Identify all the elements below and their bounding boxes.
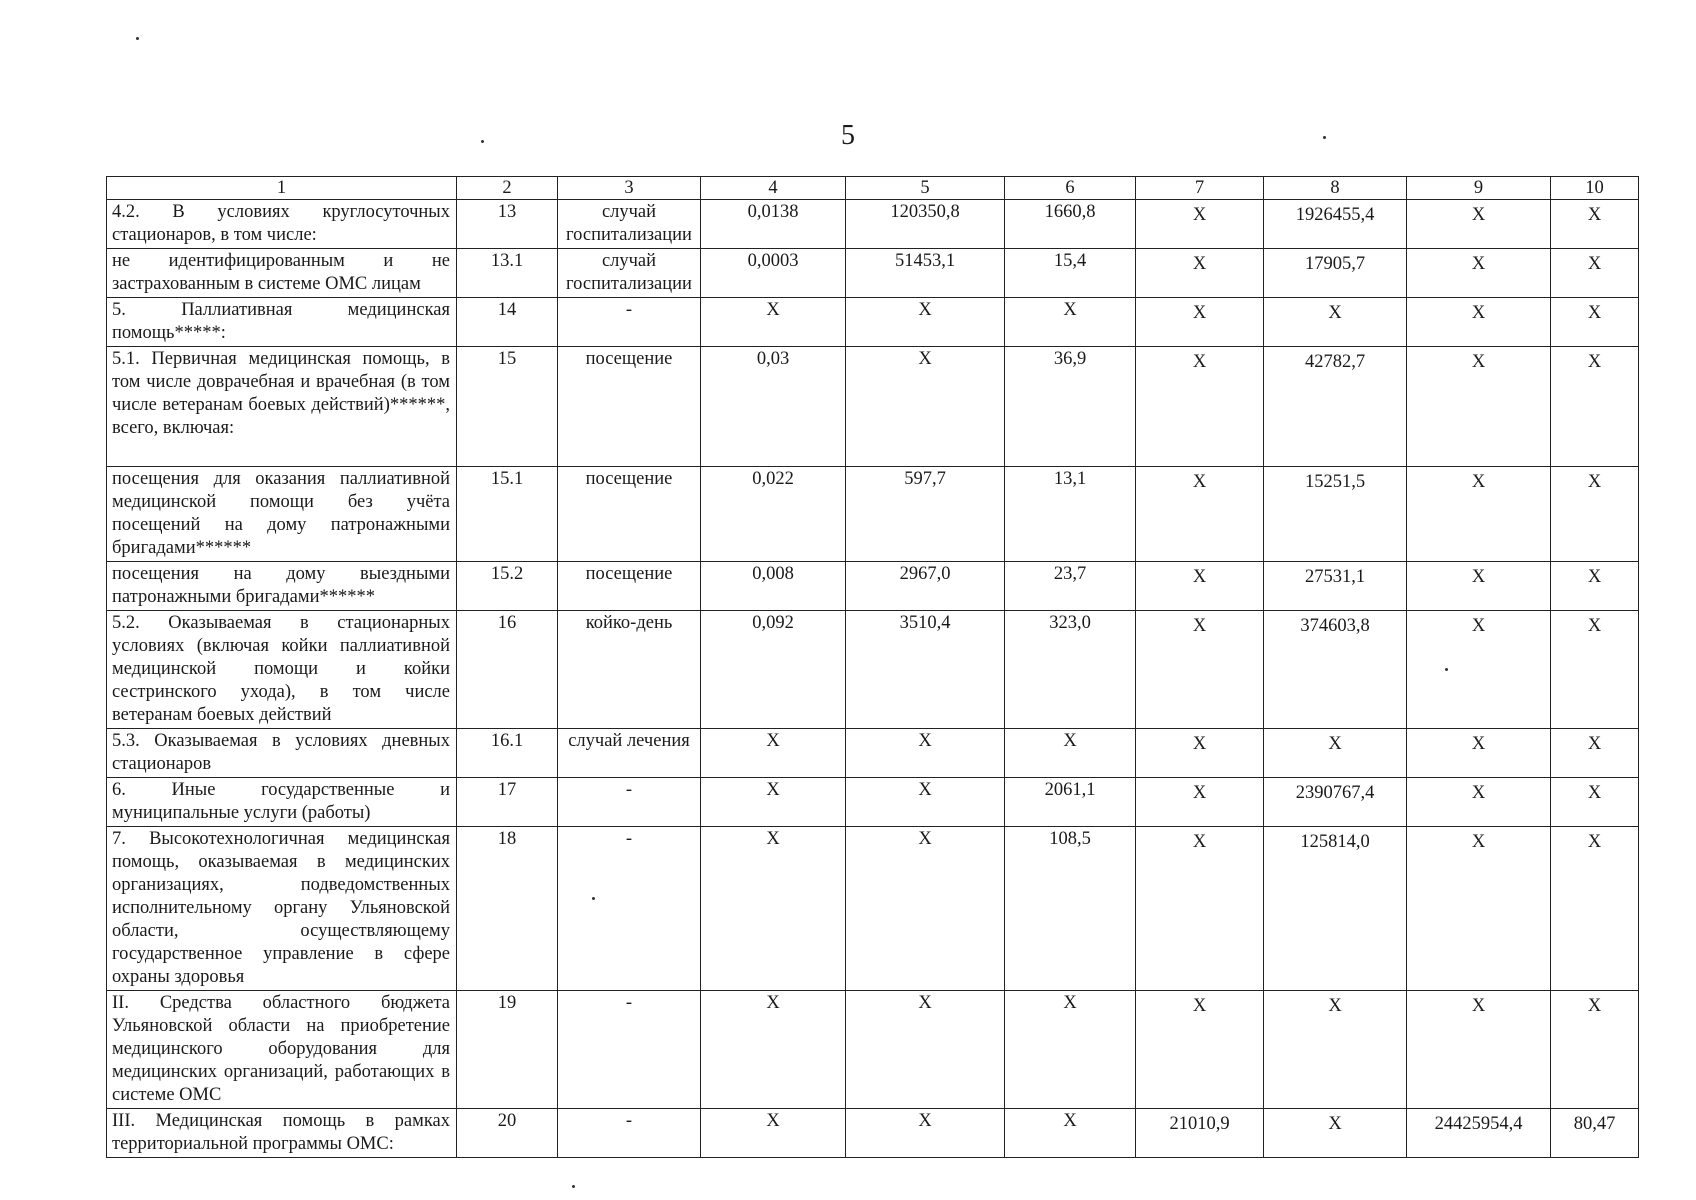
table-cell-col-6: 2061,1 [1005, 778, 1136, 827]
table-cell-col-3: - [558, 827, 701, 991]
table-cell-col-1: II. Средства областного бюджета Ульяновской области на приобретение медицинского оборудования для медицинских организаций, работающих в системе ОМС [107, 991, 457, 1109]
table-cell-col-6: Х [1005, 991, 1136, 1109]
table-cell-col-5: Х [846, 1109, 1005, 1158]
table-cell-col-10: Х [1551, 298, 1639, 347]
table-cell-col-6: Х [1005, 729, 1136, 778]
table-cell-col-9: Х [1407, 991, 1551, 1109]
scan-speck [572, 1185, 575, 1188]
table-cell-col-10: Х [1551, 249, 1639, 298]
table-cell-col-5: Х [846, 991, 1005, 1109]
table-cell-col-3: - [558, 1109, 701, 1158]
table-cell-col-8: Х [1264, 298, 1407, 347]
header-cell-8: 8 [1264, 177, 1407, 200]
table-cell-col-2: 15.1 [457, 467, 558, 562]
table-row [107, 1109, 1639, 1158]
table-cell-col-4: Х [701, 827, 846, 991]
header-cell-1: 1 [107, 177, 457, 200]
table-cell-col-9: 24425954,4 [1407, 1109, 1551, 1158]
page-number: 5 [841, 120, 855, 151]
table-cell-col-6: 108,5 [1005, 827, 1136, 991]
table-cell-col-3: посещение [558, 562, 701, 611]
header-cell-5: 5 [846, 177, 1005, 200]
header-cell-2: 2 [457, 177, 558, 200]
table-row [107, 298, 1639, 347]
table-cell-col-10: Х [1551, 562, 1639, 611]
table-cell-col-9: Х [1407, 298, 1551, 347]
table-cell-col-2: 16 [457, 611, 558, 729]
table-cell-col-3: посещение [558, 347, 701, 467]
data-table [106, 176, 1639, 1158]
table-cell-col-6: 1660,8 [1005, 200, 1136, 249]
table-cell-col-7: Х [1136, 298, 1264, 347]
table-cell-col-2: 19 [457, 991, 558, 1109]
table-cell-col-5: 3510,4 [846, 611, 1005, 729]
table-cell-col-2: 14 [457, 298, 558, 347]
table-cell-col-8: Х [1264, 1109, 1407, 1158]
table-cell-col-7: Х [1136, 611, 1264, 729]
header-cell-9: 9 [1407, 177, 1551, 200]
table-cell-col-2: 20 [457, 1109, 558, 1158]
table-cell-col-5: 2967,0 [846, 562, 1005, 611]
table-cell-col-9: Х [1407, 729, 1551, 778]
table-cell-col-10: 80,47 [1551, 1109, 1639, 1158]
table-cell-col-7: Х [1136, 347, 1264, 467]
table-cell-col-9: Х [1407, 562, 1551, 611]
table-cell-col-9: Х [1407, 249, 1551, 298]
table-row [107, 611, 1639, 729]
table-cell-col-9: Х [1407, 827, 1551, 991]
table-cell-col-8: 2390767,4 [1264, 778, 1407, 827]
table-row [107, 347, 1639, 467]
table-cell-col-9: Х [1407, 467, 1551, 562]
table-cell-col-4: Х [701, 778, 846, 827]
table-cell-col-7: 21010,9 [1136, 1109, 1264, 1158]
table-cell-col-8: Х [1264, 991, 1407, 1109]
table-cell-col-7: Х [1136, 467, 1264, 562]
table-cell-col-1: 7. Высокотехнологичная медицинская помощь, оказываемая в медицинских организациях, подведомственных исполнительному органу Ульяновской области, осуществляющему государственное управление в сфере охраны здоровья [107, 827, 457, 991]
table-cell-col-5: Х [846, 827, 1005, 991]
table-cell-col-5: Х [846, 298, 1005, 347]
table-cell-col-4: Х [701, 991, 846, 1109]
table-cell-col-7: Х [1136, 778, 1264, 827]
table-cell-col-8: 125814,0 [1264, 827, 1407, 991]
header-row [107, 177, 1639, 200]
table-cell-col-2: 13.1 [457, 249, 558, 298]
table-cell-col-9: Х [1407, 611, 1551, 729]
table-cell-col-10: Х [1551, 778, 1639, 827]
table-row [107, 200, 1639, 249]
table-cell-col-6: Х [1005, 298, 1136, 347]
table-cell-col-10: Х [1551, 827, 1639, 991]
table-cell-col-10: Х [1551, 200, 1639, 249]
table-cell-col-3: - [558, 298, 701, 347]
table-row [107, 827, 1639, 991]
table-cell-col-8: Х [1264, 729, 1407, 778]
table-cell-col-8: 374603,8 [1264, 611, 1407, 729]
table-cell-col-5: Х [846, 778, 1005, 827]
table-cell-col-6: 323,0 [1005, 611, 1136, 729]
table-cell-col-6: 13,1 [1005, 467, 1136, 562]
table-cell-col-10: Х [1551, 611, 1639, 729]
table-cell-col-7: Х [1136, 562, 1264, 611]
table-cell-col-6: 15,4 [1005, 249, 1136, 298]
table-row [107, 467, 1639, 562]
table-cell-col-4: 0,022 [701, 467, 846, 562]
scan-speck [1445, 668, 1448, 671]
table-cell-col-4: 0,0138 [701, 200, 846, 249]
table-cell-col-1: посещения для оказания паллиативной медицинской помощи без учёта посещений на дому патронажными бригадами****** [107, 467, 457, 562]
header-cell-10: 10 [1551, 177, 1639, 200]
table-cell-col-8: 15251,5 [1264, 467, 1407, 562]
table-row [107, 249, 1639, 298]
table-cell-col-9: Х [1407, 200, 1551, 249]
table-cell-col-1: 4.2. В условиях круглосуточных стационаров, в том числе: [107, 200, 457, 249]
table-cell-col-3: случай госпитализации [558, 200, 701, 249]
table-cell-col-3: посещение [558, 467, 701, 562]
table-cell-col-7: Х [1136, 991, 1264, 1109]
table-cell-col-5: 597,7 [846, 467, 1005, 562]
table-cell-col-1: 6. Иные государственные и муниципальные услуги (работы) [107, 778, 457, 827]
table-cell-col-4: Х [701, 1109, 846, 1158]
scan-speck [136, 37, 139, 40]
table-cell-col-1: посещения на дому выездными патронажными бригадами****** [107, 562, 457, 611]
table-cell-col-4: 0,092 [701, 611, 846, 729]
table-cell-col-8: 1926455,4 [1264, 200, 1407, 249]
table-row [107, 562, 1639, 611]
table-cell-col-7: Х [1136, 827, 1264, 991]
table-cell-col-7: Х [1136, 249, 1264, 298]
table-cell-col-2: 16.1 [457, 729, 558, 778]
table-row [107, 729, 1639, 778]
scan-speck [592, 897, 595, 900]
table-cell-col-5: Х [846, 729, 1005, 778]
header-cell-3: 3 [558, 177, 701, 200]
table-cell-col-3: - [558, 778, 701, 827]
table-cell-col-1: III. Медицинская помощь в рамках территориальной программы ОМС: [107, 1109, 457, 1158]
scan-speck [481, 140, 484, 143]
table-cell-col-2: 15 [457, 347, 558, 467]
table-cell-col-8: 27531,1 [1264, 562, 1407, 611]
table-cell-col-2: 13 [457, 200, 558, 249]
table-cell-col-6: 23,7 [1005, 562, 1136, 611]
header-cell-6: 6 [1005, 177, 1136, 200]
table-row [107, 991, 1639, 1109]
table-body [107, 200, 1639, 1158]
table-cell-col-9: Х [1407, 347, 1551, 467]
table-cell-col-6: Х [1005, 1109, 1136, 1158]
table-cell-col-7: Х [1136, 200, 1264, 249]
table-cell-col-10: Х [1551, 347, 1639, 467]
table-cell-col-1: 5.2. Оказываемая в стационарных условиях (включая койки паллиативной медицинской помощи и койки сестринского ухода), в том числе ветеранам боевых действий [107, 611, 457, 729]
table-cell-col-4: Х [701, 298, 846, 347]
table-cell-col-10: Х [1551, 729, 1639, 778]
table-cell-col-4: 0,03 [701, 347, 846, 467]
table-cell-col-9: Х [1407, 778, 1551, 827]
table-cell-col-8: 17905,7 [1264, 249, 1407, 298]
header-cell-7: 7 [1136, 177, 1264, 200]
table-cell-col-4: 0,0003 [701, 249, 846, 298]
table-cell-col-5: 51453,1 [846, 249, 1005, 298]
table-cell-col-3: случай госпитализации [558, 249, 701, 298]
table-cell-col-3: койко-день [558, 611, 701, 729]
table-cell-col-7: Х [1136, 729, 1264, 778]
table-cell-col-1: не идентифицированным и не застрахованным в системе ОМС лицам [107, 249, 457, 298]
scan-speck [1323, 136, 1326, 139]
table-cell-col-6: 36,9 [1005, 347, 1136, 467]
table-cell-col-2: 15.2 [457, 562, 558, 611]
table-cell-col-10: Х [1551, 467, 1639, 562]
table-cell-col-5: Х [846, 347, 1005, 467]
table-cell-col-3: - [558, 991, 701, 1109]
table-cell-col-1: 5.3. Оказываемая в условиях дневных стационаров [107, 729, 457, 778]
table-cell-col-1: 5. Паллиативная медицинская помощь*****: [107, 298, 457, 347]
table-cell-col-4: 0,008 [701, 562, 846, 611]
table-cell-col-8: 42782,7 [1264, 347, 1407, 467]
table-cell-col-5: 120350,8 [846, 200, 1005, 249]
table-cell-col-2: 18 [457, 827, 558, 991]
table-cell-col-1: 5.1. Первичная медицинская помощь, в том числе доврачебная и врачебная (в том числе ветеранам боевых действий)******, всего, включая: [107, 347, 457, 467]
table-cell-col-3: случай лечения [558, 729, 701, 778]
table-cell-col-4: Х [701, 729, 846, 778]
header-cell-4: 4 [701, 177, 846, 200]
table-cell-col-10: Х [1551, 991, 1639, 1109]
table-cell-col-2: 17 [457, 778, 558, 827]
table-row [107, 778, 1639, 827]
